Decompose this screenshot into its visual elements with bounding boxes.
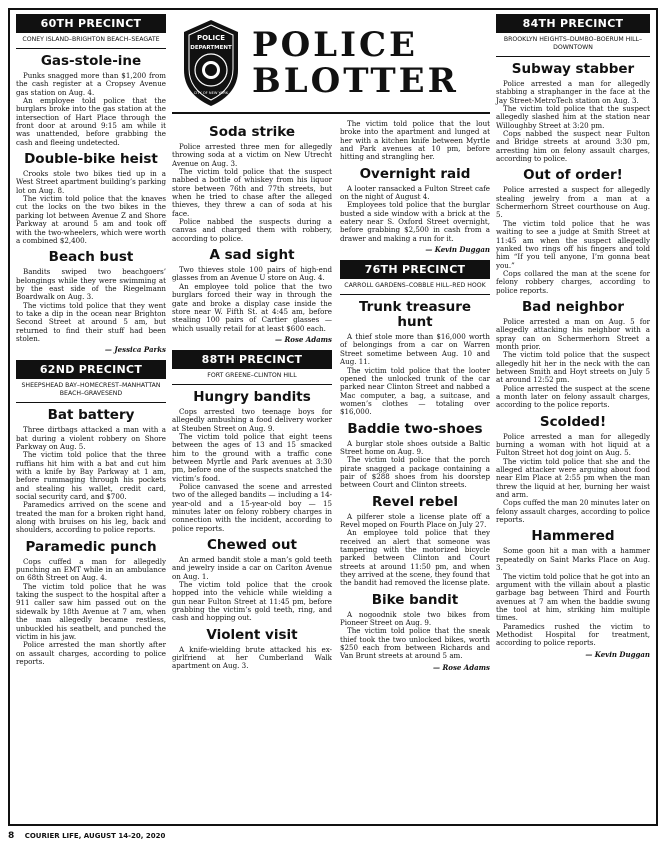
- story-paragraph: Three dirtbags attacked a man with a bat during a violent robbery on Shore Parkway on Aug. 5.: [16, 425, 166, 451]
- headline-overnight-raid: Overnight raid: [359, 165, 471, 182]
- page-footer: [8, 831, 165, 841]
- story-paragraph: Police arrested the suspect at the scene a month later on felony assault charges, according to the police reports.: [496, 383, 650, 410]
- story-paragraph: A thief stole more than $16,000 worth of belongings from a car on Warren Street sometime between Aug. 10 and Aug. 11.: [340, 332, 490, 367]
- story-paragraph: The victim told police that the looter opened the unlocked trunk of the car parked near Clinton Street and nabbed a Mac computer, a bag, a suitcase, and women’s clothes — totaling over $16,000.: [340, 365, 490, 417]
- headline-gas-stole-ine: Gas-stole-ine: [40, 53, 142, 69]
- story-paragraph: Police arrested a man on Aug. 5 for allegedly attacking his neighbor with a spray can on Schermerhorn Street a month prior.: [496, 316, 650, 351]
- masthead-title: [252, 27, 459, 99]
- page-number: 8: [8, 831, 15, 841]
- precinct-header-62: 62ND PRECINCT: [16, 360, 166, 379]
- masthead: [172, 14, 490, 114]
- precinct-neighborhoods-88: FORT GREENE–CLINTON HILL: [172, 369, 332, 385]
- precinct-header-76: 76TH PRECINCT: [340, 260, 490, 279]
- story-paragraph: Police arrested a man for allegedly stabbing a straphanger in the face at the Jay Street-MetroTech station on Aug. 3.: [496, 79, 650, 105]
- story-paragraph: Cops cuffed the man 20 minutes later on felony assault charges, according to police reports.: [496, 498, 650, 525]
- story-paragraph: Police arrested the man shortly after on assault charges, according to police reports.: [16, 640, 166, 666]
- story-paragraph: The victim told police that he was waiting to see a judge at Smith Street at 11:45 am when the suspect allegedly yanked two rings off his fingers and told him “If you tell anyone, I’m gonna beat you.”: [496, 218, 650, 270]
- headline-bike-bandit: Bike bandit: [371, 591, 459, 608]
- precinct-header-60: 60TH PRECINCT: [16, 14, 166, 33]
- story-paragraph: A nogoodnik stole two bikes from Pioneer Street on Aug. 9.: [340, 609, 490, 628]
- precinct-neighborhoods-60: CONEY ISLAND–BRIGHTON BEACH–SEAGATE: [16, 33, 166, 49]
- story-paragraph: Cops collared the man at the scene for felony robbery charges, according to police reports.: [496, 268, 650, 295]
- byline: — Kevin Duggan: [585, 649, 650, 659]
- story-paragraph: The victims told police that they went to take a dip in the ocean near Brighton Second Street at around 5 am, but returned to find their stuff had been stolen.: [16, 300, 166, 343]
- precinct-header-84: 84TH PRECINCT: [496, 14, 650, 33]
- column-1: [16, 14, 166, 666]
- story-paragraph: The victim told police that the suspect allegedly hit her in the neck with the can between Smith and Hoyt streets on July 5 at around 12:52 pm.: [496, 350, 650, 385]
- story-paragraph: Employees told police that the burglar busted a side window with a brick at the eatery near S. Oxford Street overnight, before grabbing $2,500 in cash from a drawer and making a run for it.: [340, 200, 490, 243]
- story-paragraph: An employee told police that the two burglars forced their way in through the gate and broke a display case inside the store near W. Fifth St. at 4:45 am, before stealing 100 pairs of Cartier glasses — which usually retail for at least $600 each.: [172, 281, 332, 333]
- story-paragraph: Police arrested a suspect for allegedly stealing jewelry from a man at a Schermerhorn Street courthouse on Aug. 5.: [496, 185, 650, 220]
- story-paragraph: Police nabbed the suspects during a canvas and charged them with robbery, according to police.: [172, 217, 332, 243]
- precinct-header-88: 88TH PRECINCT: [172, 350, 332, 369]
- story-paragraph: A looter ransacked a Fulton Street cafe on the night of August 4.: [340, 183, 490, 202]
- story-paragraph: The victim told police that he was taking the suspect to the hospital after a 911 caller saw him passed out on the sidewalk by 18th Avenue at 7 am, when the man allegedly became restless, unbuckled his seatbelt, and punched the victim in his jaw.: [16, 581, 166, 641]
- headline-hammered: Hammered: [531, 528, 615, 545]
- headline-trunk-treasure-hunt: Trunk treasure hunt: [358, 299, 472, 331]
- story-paragraph: Paramedics rushed the victim to Methodist Hospital for treatment, according to police reports.: [496, 621, 650, 648]
- story-paragraph: A knife-wielding brute attacked his ex-girlfriend at her Cumberland Walk apartment on Aug. 3.: [172, 644, 332, 671]
- headline-bad-neighbor: Bad neighbor: [521, 298, 625, 315]
- story-paragraph: An employee told police that they received an alert that someone was tampering with the motorized bicycle parked between Clinton and Court streets at around 11:50 pm, and when they arrived at the scene, they found that the bandit had removed the license plate.: [340, 528, 490, 588]
- story-paragraph: The victim told police that the three ruffians hit him with a bat and cut him with a knife by Bay Parkway at 1 am, before rummaging through his pockets and stealing his wallet, credit card, social security card, and $700.: [16, 450, 166, 502]
- headline-hungry-bandits: Hungry bandits: [193, 388, 311, 405]
- headline-bat-battery: Bat battery: [47, 407, 135, 424]
- footer-publication: COURIER LIFE, AUGUST 14-20, 2020: [24, 832, 166, 840]
- headline-soda-strike: Soda strike: [208, 124, 296, 140]
- byline: — Rose Adams: [275, 334, 332, 344]
- byline: — Kevin Duggan: [425, 245, 490, 255]
- story-paragraph: The victim told police that the sneak thief took the two unlocked bikes, worth $250 each from between Richards and Van Brunt streets at around 5 am.: [340, 626, 490, 661]
- precinct-neighborhoods-62: SHEEPSHEAD BAY–HOMECREST–MANHATTAN BEACH–GRAVESEND: [16, 379, 166, 403]
- story-paragraph: Cops nabbed the suspect near Fulton and Bridge streets at around 3:30 pm, arresting him on felony assault charges, according to police.: [496, 129, 650, 164]
- story-paragraph: Police arrested three men for allegedly throwing soda at a victim on New Utrecht Avenue on Aug. 3.: [172, 142, 332, 168]
- story-paragraph: Paramedics arrived on the scene and treated the man for a broken right hand, along with bruises on his leg, back and shoulders, according to police reports.: [16, 500, 166, 535]
- svg-text:POLICE: POLICE: [196, 34, 226, 42]
- column-2: [172, 120, 332, 671]
- headline-out-of-order: Out of order!: [523, 167, 623, 184]
- headline-baddie-two-shoes: Baddie two-shoes: [347, 420, 483, 437]
- story-paragraph: The victim told police that the crook hopped into the vehicle while wielding a gun near Fulton Street at 11:45 pm, before grabbing the victim’s gold teeth, ring, and cash and hopping out.: [172, 580, 332, 623]
- headline-scolded: Scolded!: [539, 413, 607, 430]
- story-paragraph: An armed bandit stole a man’s gold teeth and jewelry inside a car on Carlton Avenue on Aug. 1.: [172, 555, 332, 581]
- masthead-title-line1: POLICE: [252, 25, 418, 65]
- svg-text:DEPARTMENT: DEPARTMENT: [190, 45, 232, 51]
- headline-a-sad-sight: A sad sight: [209, 247, 295, 264]
- story-paragraph: The victim told police that eight teens between the ages of 13 and 15 smacked him to the ground with a traffic cone between Myrtle and Park avenues at 3:30 pm, before one of the suspects snatched the victim’s food.: [172, 431, 332, 483]
- story-paragraph: The victim told police that she and the alleged attacker were arguing about food near Elm Place at 2:55 pm when the man threw the liquid at her, burning her waist and arm.: [496, 456, 650, 500]
- precinct-neighborhoods-84: BROOKLYN HEIGHTS–DUMBO–BOERUM HILL–DOWNTOWN: [496, 33, 650, 57]
- story-paragraph: The victim told police that the porch pirate snagged a package containing a pair of $288 shoes from his doorstep between Court and Clinton streets.: [340, 455, 490, 490]
- blotter-page: [8, 8, 658, 826]
- story-paragraph: Cops arrested two teenage boys for allegedly ambushing a food delivery worker at Steuben Street on Aug. 9.: [172, 406, 332, 433]
- story-paragraph: The victim told police that the knaves cut the locks on the two bikes in the parking lot between Avenue Z and Shore Parkway at around 5 am and took off with the two-wheelers, which were worth a combined $2,400.: [16, 194, 166, 245]
- nypd-badge-icon: [180, 18, 242, 108]
- story-paragraph: Two thieves stole 100 pairs of high-end glasses from an Avenue U store on Aug. 4.: [172, 265, 332, 283]
- story-paragraph: The victim told police that the suspect nabbed a bottle of whiskey from his liquor store between 76th and 77th streets, but when he tried to chase after the alleged thieves, they threw a can of soda at his face.: [172, 167, 332, 218]
- headline-revel-rebel: Revel rebel: [371, 493, 459, 510]
- story-paragraph: Punks snagged more than $1,200 from the cash register at a Cropsey Avenue gas station on Aug. 4.: [16, 71, 166, 97]
- headline-double-bike-heist: Double-bike heist: [24, 151, 158, 168]
- story-paragraph: Some goon hit a man with a hammer repeatedly on Saint Marks Place on Aug. 3.: [496, 546, 650, 573]
- story-paragraph: Cops cuffed a man for allegedly punching an EMT while in an ambulance on 68th Street on Aug. 4.: [16, 556, 166, 583]
- story-paragraph: A pilferer stole a license plate off a Revel moped on Fourth Place on July 27.: [340, 511, 490, 529]
- headline-subway-stabber: Subway stabber: [511, 61, 635, 77]
- story-paragraph: Bandits swiped two beachgoers’ belongings while they were swimming at by the east side of the Riegelmann Boardwalk on Aug. 3.: [16, 267, 166, 302]
- story-paragraph: An employee told police that the burglars broke into the gas station at the intersection of Hart Place through the front door at around 9:15 am while it was unattended, before grabbing the cash and fleeing undetected.: [16, 96, 166, 147]
- story-paragraph: Crooks stole two bikes tied up in a West Street apartment building’s parking lot on Aug. 8.: [16, 169, 166, 195]
- story-paragraph: The victim told police that the lout broke into the apartment and lunged at her with a kitchen knife between Myrtle and Park avenues at 10 pm, before hitting and strangling her.: [340, 119, 490, 162]
- headline-paramedic-punch: Paramedic punch: [25, 538, 157, 555]
- headline-beach-bust: Beach bust: [48, 249, 134, 266]
- story-paragraph: The victim told police that the suspect allegedly slashed him at the station near Willoughby Street at 3:20 pm.: [496, 104, 650, 130]
- byline: — Rose Adams: [433, 662, 490, 672]
- byline: — Jessica Parks: [104, 345, 166, 355]
- column-3: [340, 120, 490, 674]
- svg-text:CITY OF NEW YORK: CITY OF NEW YORK: [193, 91, 229, 95]
- story-paragraph: A burglar stole shoes outside a Baltic Street home on Aug. 9.: [340, 438, 490, 456]
- masthead-title-line2: BLOTTER: [252, 61, 459, 101]
- headline-chewed-out: Chewed out: [206, 537, 297, 554]
- story-paragraph: Police arrested a man for allegedly burning a woman with hot liquid at a Fulton Street hot dog joint on Aug. 5.: [496, 431, 650, 458]
- precinct-neighborhoods-76: CARROLL GARDENS–COBBLE HILL–RED HOOK: [340, 279, 490, 295]
- headline-violent-visit: Violent visit: [206, 626, 298, 643]
- story-paragraph: Police canvased the scene and arrested two of the alleged bandits — including a 14-year-old and a 15-year-old boy — 15 minutes later on felony robbery charges in connection with the incident, according to police reports.: [172, 481, 332, 533]
- story-paragraph: The victim told police that he got into an argument with the villain about a plastic garbage bag between Third and Fourth avenues at 7 am when the baddie swung the tool at him, striking him multiple times.: [496, 571, 650, 623]
- column-4: [496, 14, 650, 661]
